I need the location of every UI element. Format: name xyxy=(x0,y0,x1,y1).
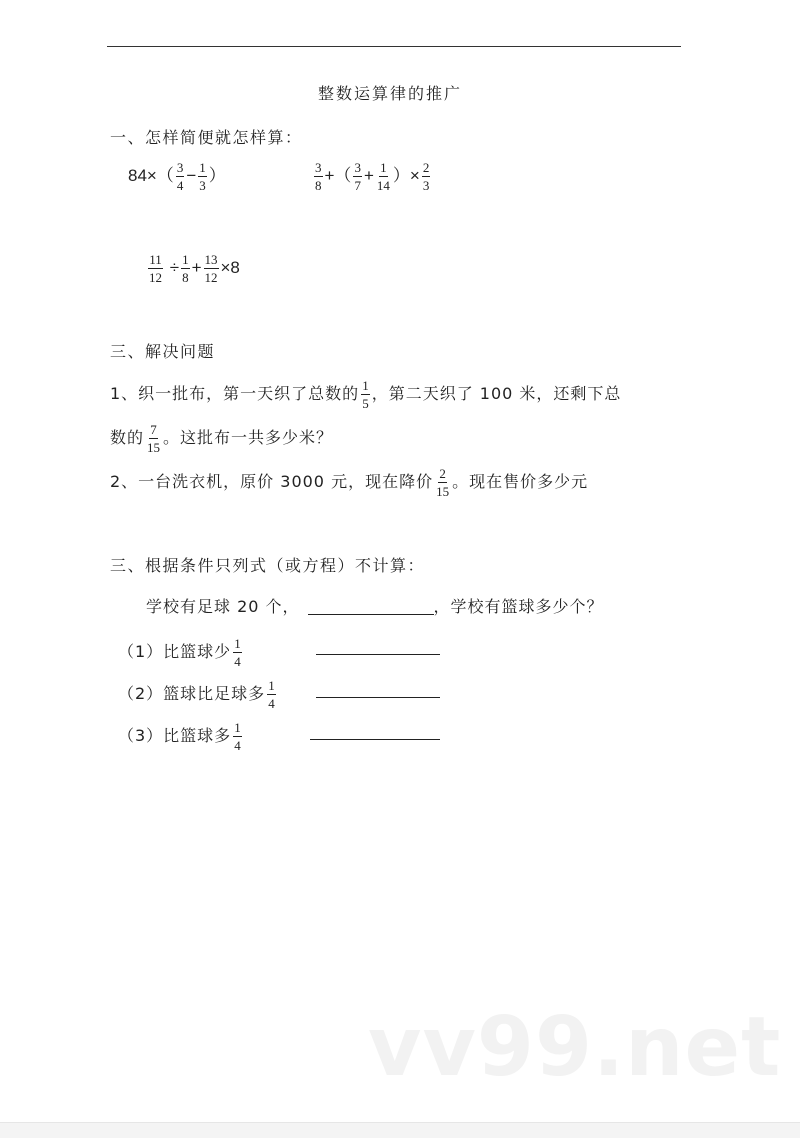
condition-1: （1）比篮球少 $\frac{1}{4}$ xyxy=(118,636,241,669)
expr1-tail: ） xyxy=(208,165,226,185)
fraction: $\frac{3}{4}$ xyxy=(176,160,184,193)
expression-2 xyxy=(312,160,432,193)
answer-blank-condition[interactable] xyxy=(308,614,434,615)
section2-heading: 三、解决问题 xyxy=(110,342,216,361)
fraction: $\frac{7}{15}$ xyxy=(147,422,161,455)
answer-line-1[interactable] xyxy=(316,654,440,655)
fraction: $\frac{3}{8}$ xyxy=(315,160,322,193)
answer-line-3[interactable] xyxy=(310,739,440,740)
expr1-lead: 84×（ xyxy=(128,165,174,185)
operator: ÷ xyxy=(165,257,180,277)
header-rule xyxy=(107,46,681,47)
fraction: $\frac{1}{3}$ xyxy=(199,160,206,193)
section3-intro: 学校有足球 20 个， ，学校有篮球多少个？ xyxy=(146,597,604,616)
fraction: $\frac{1}{4}$ xyxy=(234,720,241,753)
fraction: $\frac{2}{3}$ xyxy=(422,160,430,193)
fraction: $\frac{1}{4}$ xyxy=(268,678,275,711)
condition-2: （2）篮球比足球多 $\frac{1}{4}$ xyxy=(118,678,275,711)
section3-heading: 三、根据条件只列式（或方程）不计算： xyxy=(110,556,426,575)
fraction: $\frac{1}{14}$ xyxy=(376,160,390,193)
section1-heading: 一、怎样简便就怎样算： xyxy=(110,128,303,147)
expr3-tail: ×8 xyxy=(220,257,240,277)
operator: + xyxy=(191,257,202,277)
fraction: $\frac{13}{12}$ xyxy=(204,252,218,285)
operator: +（ xyxy=(324,165,352,185)
fraction: $\frac{3}{7}$ xyxy=(354,160,361,193)
condition-3: （3）比篮球多 $\frac{1}{4}$ xyxy=(118,720,241,753)
fraction: $\frac{1}{4}$ xyxy=(234,636,241,669)
operator: ）× xyxy=(392,165,420,185)
fraction: $\frac{2}{15}$ xyxy=(436,466,450,499)
page-title: 整数运算律的推广 xyxy=(318,84,463,103)
bottom-band xyxy=(0,1122,800,1138)
question-1-line1: 1、织一批布，第一天织了总数的 $\frac{1}{5}$ ，第二天织了 100 米，还剩下总 xyxy=(110,378,622,411)
fraction: $\frac{1}{5}$ xyxy=(362,378,369,411)
operator: − xyxy=(186,165,197,185)
question-2: 2、一台洗衣机，原价 3000 元，现在降价 $\frac{2}{15}$ 。现在售价多少元 xyxy=(110,466,589,499)
answer-line-2[interactable] xyxy=(316,697,440,698)
watermark: vv99.net xyxy=(368,1000,782,1095)
operator: + xyxy=(363,165,374,185)
question-1-line2: 数的 $\frac{7}{15}$ 。这批布一共多少米？ xyxy=(110,422,334,455)
expression-1 xyxy=(128,160,226,193)
fraction: $\frac{11}{12}$ xyxy=(149,252,162,285)
fraction: $\frac{1}{8}$ xyxy=(182,252,189,285)
expression-3 xyxy=(146,252,240,285)
